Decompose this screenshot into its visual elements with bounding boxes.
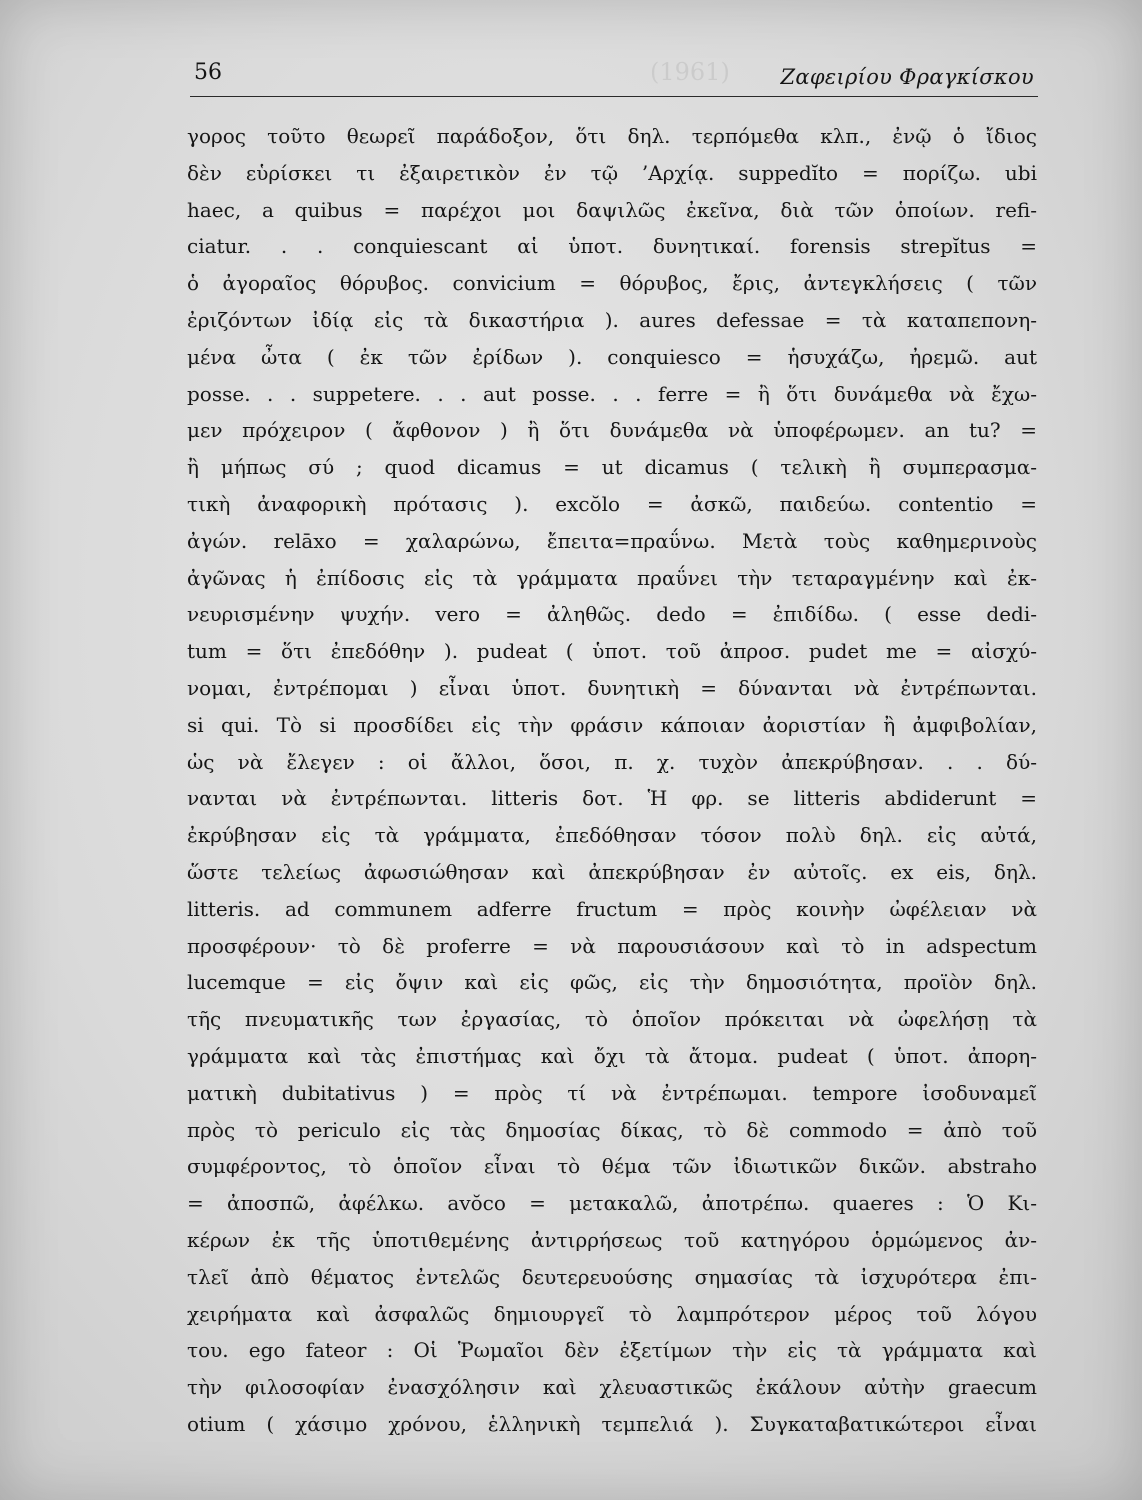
text-line: otium ( χάσιμο χρόνου, ἑλληνικὴ τεμπελιά ). Συγκαταβατικώτεροι εἶναι bbox=[187, 1411, 1037, 1436]
text-line: πρὸς τὸ periculo εἰς τὰς δημοσίας δίκας, τὸ δὲ commodo = ἀπὸ τοῦ bbox=[187, 1117, 1037, 1142]
text-line: τλεῖ ἀπὸ θέματος ἐντελῶς δευτερευούσης σημασίας τὰ ἰσχυρότερα ἐπι- bbox=[187, 1264, 1037, 1289]
text-line: κέρων ἐκ τῆς ὑποτιθεμένης ἀντιρρήσεως τοῦ κατηγόρου ὁρμώμενος ἀν- bbox=[187, 1227, 1037, 1252]
text-line: ὥστε τελείως ἀφωσιώθησαν καὶ ἀπεκρύβησαν ἐν αὐτοῖς. ex eis, δηλ. bbox=[187, 859, 1037, 884]
text-line: γράμματα καὶ τὰς ἐπιστήμας καὶ ὄχι τὰ ἄτομα. pudeat ( ὑποτ. ἀπορη- bbox=[187, 1043, 1037, 1068]
text-line: ὁ ἀγοραῖος θόρυβος. convicium = θόρυβος, ἔρις, ἀντεγκλήσεις ( τῶν bbox=[187, 271, 1037, 296]
text-line: συμφέροντος, τὸ ὁποῖον εἶναι τὸ θέμα τῶν ἰδιωτικῶν δικῶν. abstraho bbox=[187, 1154, 1037, 1179]
bleed-through-text: (1961) bbox=[650, 58, 730, 86]
text-line: lucemque = εἰς ὄψιν καὶ εἰς φῶς, εἰς τὴν δημοσιότητα, προϊὸν δηλ. bbox=[187, 970, 1037, 995]
text-line: τικὴ ἀναφορικὴ πρότασις ). excŏlo = ἀσκῶ, παιδεύω. contentio = bbox=[187, 491, 1037, 516]
text-line: γορος τοῦτο θεωρεῖ παράδοξον, ὅτι δηλ. τερπόμεθα κλπ., ἐνῷ ὁ ἴδιος bbox=[187, 124, 1037, 148]
text-line: τῆς πνευματικῆς των ἐργασίας, τὸ ὁποῖον πρόκειται νὰ ὠφελήσῃ τὰ bbox=[187, 1007, 1037, 1032]
text-line: μεν πρόχειρον ( ἄφθονον ) ἢ ὅτι δυνάμεθα νὰ ὑποφέρωμεν. an tu? = bbox=[187, 418, 1037, 443]
text-line: προσφέρουν· τὸ δὲ proferre = νὰ παρουσιάσουν καὶ τὸ in adspectum bbox=[187, 933, 1037, 958]
text-line: ὡς νὰ ἔλεγεν : οἱ ἄλλοι, ὅσοι, π. χ. τυχὸν ἀπεκρύβησαν. . . δύ- bbox=[187, 749, 1037, 774]
text-line: ἐριζόντων ἰδίᾳ εἰς τὰ δικαστήρια ). aures defessae = τὰ καταπεπονη- bbox=[187, 307, 1037, 332]
text-line: ἀγῶνας ἡ ἐπίδοσις εἰς τὰ γράμματα πραΰνει τὴν τεταραγμένην καὶ ἐκ- bbox=[187, 565, 1037, 590]
text-line: si qui. Τὸ si προσδίδει εἰς τὴν φράσιν κάποιαν ἀοριστίαν ἢ ἀμφιβολίαν, bbox=[187, 712, 1037, 737]
text-line: του. ego fateor : Οἱ Ῥωμαῖοι δὲν ἐξετίμων τὴν εἰς τὰ γράμματα καὶ bbox=[187, 1338, 1037, 1363]
text-line: haec, a quibus = παρέχοι μοι δαψιλῶς ἐκεῖνα, διὰ τῶν ὁποίων. refi- bbox=[187, 197, 1037, 222]
text-line: ciatur. . . conquiescant αἱ ὑποτ. δυνητικαί. forensis strepĭtus = bbox=[187, 234, 1037, 259]
text-line: tum = ὅτι ἐπεδόθην ). pudeat ( ὑποτ. τοῦ ἀπροσ. pudet me = αἰσχύ- bbox=[187, 639, 1037, 664]
text-line: posse. . . suppetere. . . aut posse. . . ferre = ἢ ὅτι δυνάμεθα νὰ ἔχω- bbox=[187, 381, 1037, 406]
text-line: ἐκρύβησαν εἰς τὰ γράμματα, ἐπεδόθησαν τόσον πολὺ δηλ. εἰς αὐτά, bbox=[187, 823, 1037, 848]
body-text bbox=[187, 118, 1037, 1443]
text-line: δὲν εὑρίσκει τι ἐξαιρετικὸν ἐν τῷ ’Αρχίᾳ. suppedĭto = πορίζω. ubi bbox=[187, 160, 1037, 185]
text-line: χειρήματα καὶ ἀσφαλῶς δημιουργεῖ τὸ λαμπρότερον μέρος τοῦ λόγου bbox=[187, 1301, 1037, 1326]
text-line: μένα ὦτα ( ἐκ τῶν ἐρίδων ). conquiesco = ἡσυχάζω, ἠρεμῶ. aut bbox=[187, 344, 1037, 369]
page-header bbox=[190, 60, 1038, 97]
text-line: litteris. ad communem adferre fructum = πρὸς κοινὴν ὠφέλειαν νὰ bbox=[187, 896, 1037, 921]
text-line: νανται νὰ ἐντρέπωνται. litteris δοτ. Ἡ φρ. se litteris abdiderunt = bbox=[187, 786, 1037, 811]
text-line: = ἀποσπῶ, ἀφέλκω. avŏco = μετακαλῶ, ἀποτρέπω. quaeres : Ὁ Κι- bbox=[187, 1191, 1037, 1216]
text-line: νευρισμένην ψυχήν. vero = ἀληθῶς. dedo = ἐπιδίδω. ( esse dedi- bbox=[187, 602, 1037, 627]
text-line: ἢ μήπως σύ ; quod dicamus = ut dicamus ( τελικὴ ἢ συμπερασμα- bbox=[187, 455, 1037, 480]
text-line: τὴν φιλοσοφίαν ἐνασχόλησιν καὶ χλευαστικῶς ἐκάλουν αὐτὴν graecum bbox=[187, 1375, 1037, 1400]
running-head: Ζαφειρίου Φραγκίσκου bbox=[780, 65, 1034, 89]
text-line: νομαι, ἐντρέπομαι ) εἶναι ὑποτ. δυνητικὴ = δύνανται νὰ ἐντρέπωνται. bbox=[187, 675, 1037, 700]
text-line: ἀγών. relāxo = χαλαρώνω, ἔπειτα=πραΰνω. Μετὰ τοὺς καθημερινοὺς bbox=[187, 528, 1037, 553]
text-line: ματικὴ dubitativus ) = πρὸς τί νὰ ἐντρέπωμαι. tempore ἰσοδυναμεῖ bbox=[187, 1080, 1037, 1105]
page-number: 56 bbox=[194, 60, 222, 85]
